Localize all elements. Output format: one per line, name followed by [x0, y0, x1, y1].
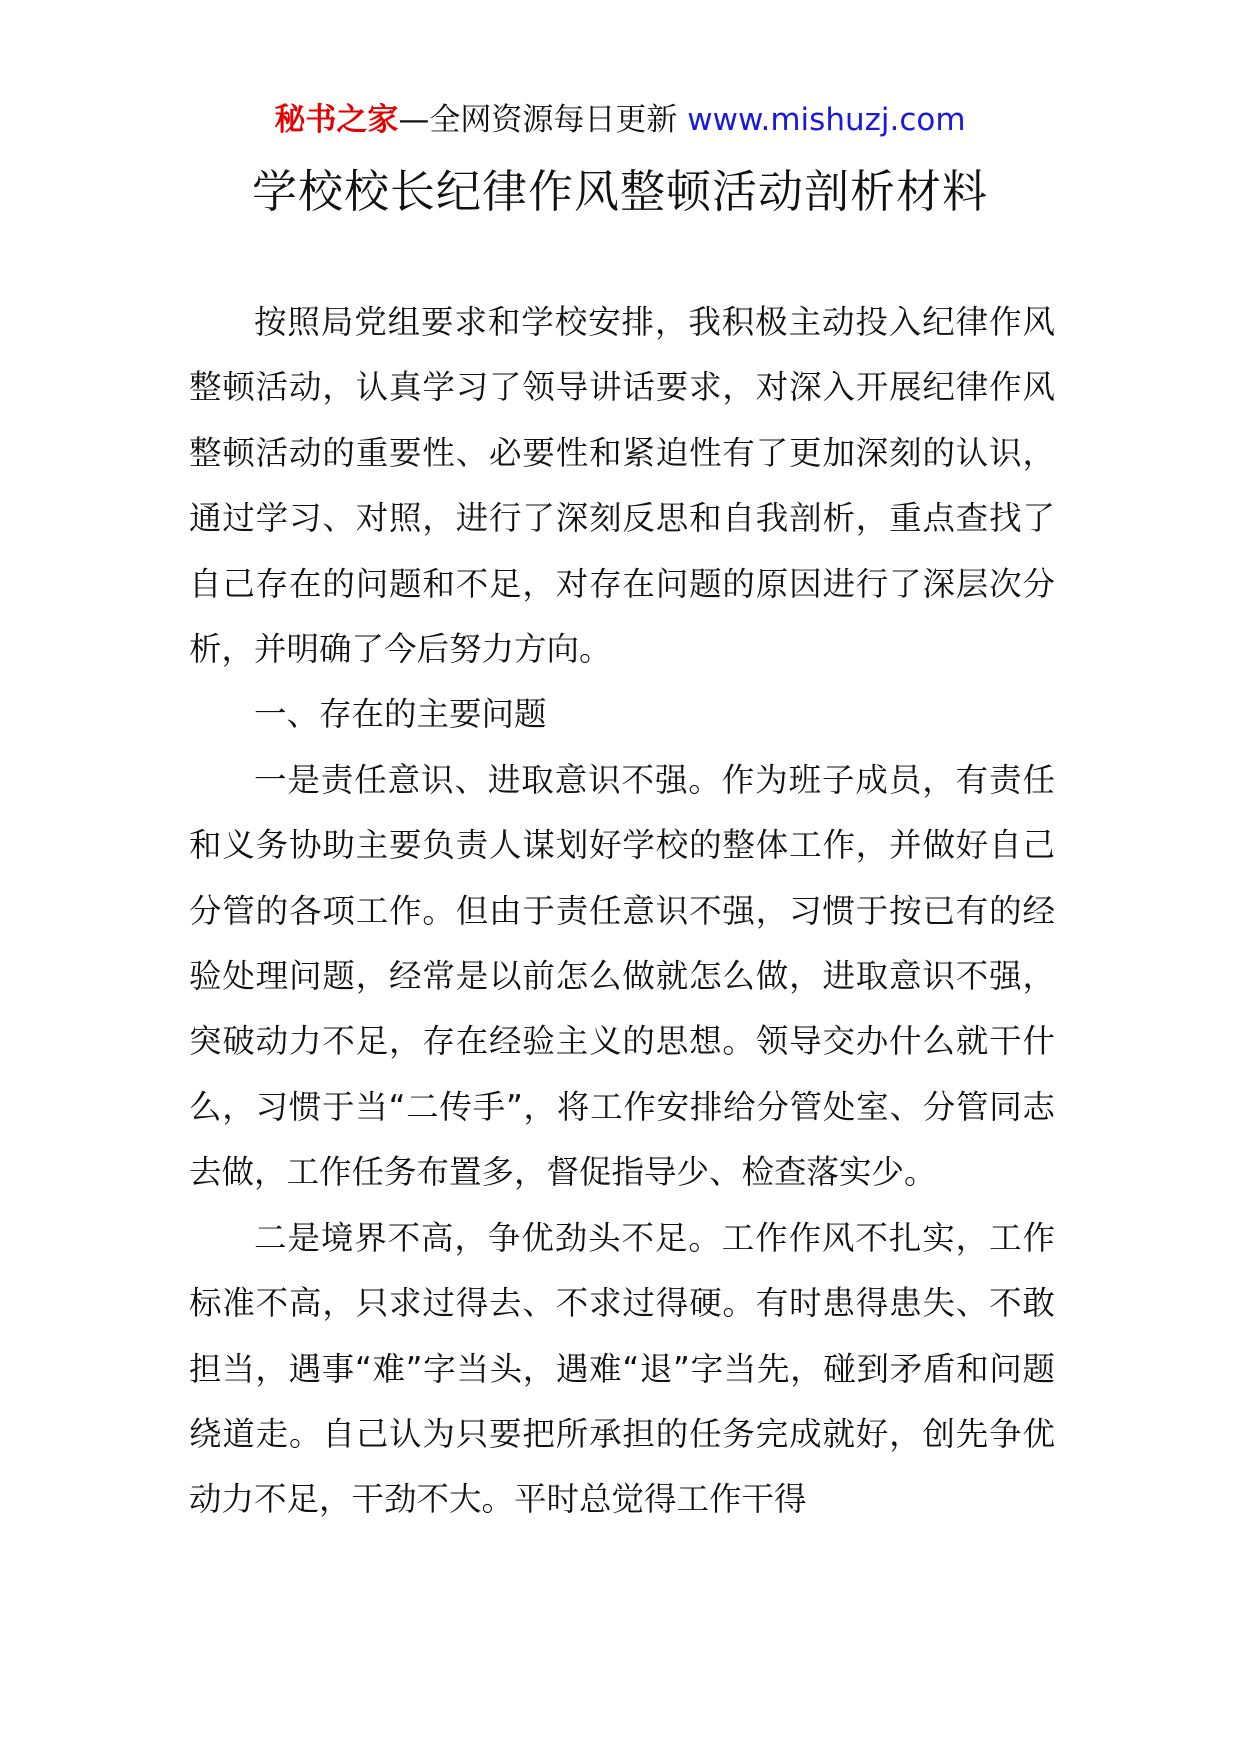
site-brand: 秘书之家 [274, 102, 399, 138]
section-heading: 一、存在的主要问题 [254, 695, 547, 734]
paragraph-problem-1: 一是责任意识、进取意识不强。作为班子成员，有责任和义务协助主要负责人谋划好学校的整体工作，并做好自己分管的各项工作。但由于责任意识不强，习惯于按已有的经验处理问题，经常是以前怎么做就怎么做，进取意识不强，突破动力不足，存在经验主义的思想。领导交办什么就干什么，习惯于当“二传手”，将工作安排给分管处室、分管同志去做，工作任务布置多，督促指导少、检查落实少。 [189, 760, 1055, 1192]
paragraph-problem-2: 二是境界不高，争优劲头不足。工作作风不扎实，工作标准不高，只求过得去、不求过得硬。有时患得患失、不敢担当，遇事“难”字当头，遇难“退”字当先，碰到矛盾和问题绕道走。自己认为只要把所承担的任务完成就好，创先争优动力不足，干劲不大。平时总觉得工作干得 [189, 1218, 1055, 1519]
site-slogan: —全网资源每日更新 [398, 102, 688, 138]
site-header [0, 98, 1240, 142]
paragraph-intro: 按照局党组要求和学校安排，我积极主动投入纪律作风整顿活动，认真学习了领导讲话要求，对深入开展纪律作风整顿活动的重要性、必要性和紧迫性有了更加深刻的认识，通过学习、对照，进行了深刻反思和自我剖析，重点查找了自己存在的问题和不足，对存在问题的原因进行了深层次分析，并明确了今后努力方向。 [189, 303, 1055, 669]
site-url[interactable]: www.mishuzj.com [687, 102, 966, 138]
document-body [189, 290, 1055, 1533]
document-title: 学校校长纪律作风整顿活动剖析材料 [251, 165, 988, 218]
